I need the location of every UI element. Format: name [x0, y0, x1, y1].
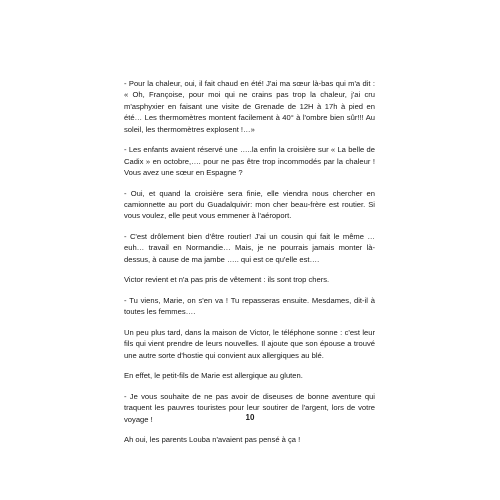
page-number: 10: [245, 413, 255, 422]
body-text: [124, 78, 375, 446]
paragraph-2: - Les enfants avaient réservé une …..la enfin la croisière sur « La belle de Cadix » en octobre,…. pour ne pas être trop incommodés par la chaleur ! Vous avez une sœur en Espagne ?: [124, 145, 375, 178]
paragraph-3: - Oui, et quand la croisière sera finie, elle viendra nous chercher en camionnette au port du Guadalquivir: mon cher beau-frère est routier. Si vous voulez, elle peut vous emmener à l'aéroport.: [124, 188, 375, 221]
paragraph-10: Ah oui, les parents Louba n'avaient pas pensé à ça !: [124, 435, 301, 445]
paragraph-6: - Tu viens, Marie, on s'en va ! Tu repasseras ensuite. Mesdames, dit-il à toutes les femmes….: [124, 296, 375, 317]
paragraph-8: En effet, le petit-fils de Marie est allergique au gluten.: [124, 371, 303, 381]
paragraph-9: - Je vous souhaite de ne pas avoir de diseuses de bonne aventure qui traquent les pauvres touristes pour leur soutirer de l'argent, lors de votre voyage !: [124, 392, 375, 424]
paragraph-7: Un peu plus tard, dans la maison de Victor, le téléphone sonne : c'est leur fils qui vient prendre de leurs nouvelles. Il ajoute que son épouse a trouvé une autre sorte d'hostie qui convient aux allergiques au blé.: [124, 328, 375, 360]
paragraph-4: - C'est drôlement bien d'être routier! J'ai un cousin qui fait le même … euh… travail en Normandie… Mais, je ne pourrais jamais monter là-dessus, à cause de ma jambe ….. qui est ce qu'elle est….: [124, 232, 375, 264]
paragraph-5: Victor revient et n'a pas pris de vêtement : ils sont trop chers.: [124, 275, 330, 285]
paragraph-1: - Pour la chaleur, oui, il fait chaud en été! J'ai ma sœur là-bas qui m'a dit : « Oh, Françoise, pour moi qui ne crains pas trop la chaleur, j'ai cru m'asphyxier en faisant une visite de Grenade de 12H à 17h à pied en été… Les thermomètres montent facilement à 40° à l'ombre bien sûr!!! Au soleil, les thermomètres explosent !…»: [124, 79, 375, 134]
